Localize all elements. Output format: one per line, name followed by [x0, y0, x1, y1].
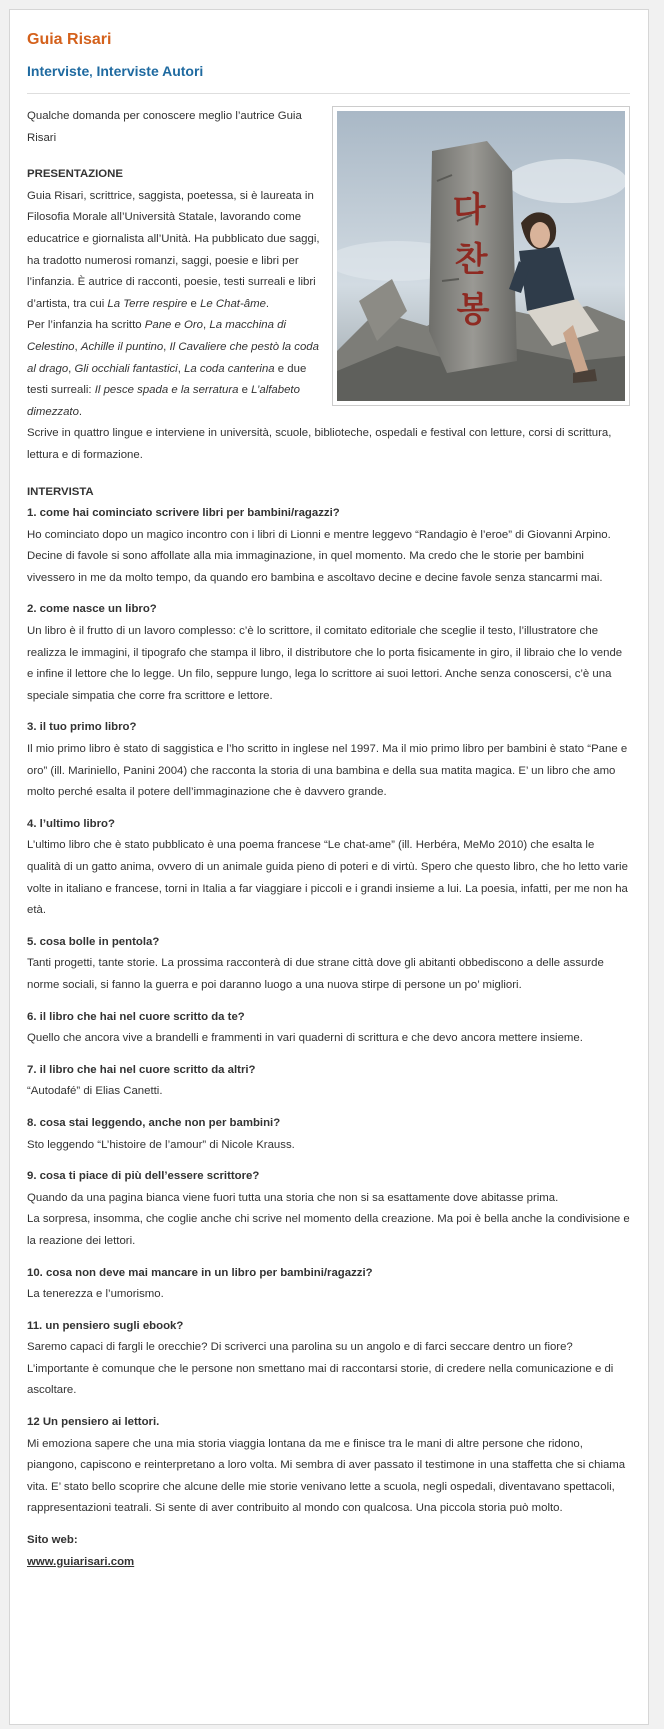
presentation-paragraph-3: Scrive in quattro lingue e interviene in università, scuole, biblioteche, ospedali e festival con letture, corsi di scrittura, lettura e di formazione. — [27, 427, 612, 461]
category-link-interviste[interactable]: Interviste — [27, 63, 90, 79]
qa-1 — [27, 503, 630, 589]
question-2: 2. come nasce un libro? — [27, 603, 157, 616]
presentation-heading: PRESENTAZIONE — [27, 168, 123, 181]
stone-letter-3: 봉 — [456, 290, 490, 330]
qa-7 — [27, 1060, 630, 1103]
post-title[interactable]: Guia Risari — [27, 31, 112, 48]
category-separator: , — [89, 65, 93, 79]
qa-3 — [27, 717, 630, 803]
question-10: 10. cosa non deve mai mancare in un libro per bambini/ragazzi? — [27, 1266, 373, 1279]
answer-8: Sto leggendo “L’histoire de l’amour” di Nicole Krauss. — [27, 1138, 295, 1151]
qa-9 — [27, 1166, 630, 1252]
qa-5 — [27, 932, 630, 997]
intro-text: Qualche domanda per conoscere meglio l’autrice Guia Risari — [27, 110, 302, 144]
answer-3: Il mio primo libro è stato di saggistica e l’ho scritto in inglese nel 1997. Ma il mio primo libro per bambini è stato “Pane e oro” (ill. Mariniello, Panini 2004) che racconta la storia di una bambina e della sua matita magica. E’ un libro che amo molto perché esalta il potere dell’immaginazione che è davvero grande. — [27, 743, 628, 799]
title-divider — [27, 93, 630, 94]
author-photo[interactable] — [332, 106, 630, 406]
interview-heading: INTERVISTA — [27, 485, 94, 498]
qa-12 — [27, 1412, 630, 1520]
answer-2: Un libro è il frutto di un lavoro complesso: c’è lo scrittore, il comitato editoriale che sceglie il testo, l’illustratore che realizza le immagini, il tipografo che stampa il libro, il distributore che lo porta fisicamente in giro, il libraio che lo vende e infine il lettore che lo legge. Un filo, seppure lungo, lega lo scrittore ai suoi lettori. Anche senza conoscersi, c’è una speciale simpatia che corre fra scrittore e lettore. — [27, 625, 623, 702]
qa-6 — [27, 1007, 630, 1050]
website-label: Sito web: — [27, 1534, 78, 1547]
answer-5: Tanti progetti, tante storie. La prossima racconterà di due strane città dove gli abitanti obbediscono a delle assurde norme sociali, si fanno la guerra e poi daranno luogo a una nuova stirpe di persone un po’ migliori. — [27, 957, 604, 991]
website-link[interactable]: www.guiarisari.com — [27, 1555, 135, 1568]
question-8: 8. cosa stai leggendo, anche non per bambini? — [27, 1116, 281, 1129]
question-9: 9. cosa ti piace di più dell’essere scrittore? — [27, 1170, 260, 1183]
question-11: 11. un pensiero sugli ebook? — [27, 1319, 184, 1332]
question-4: 4. l’ultimo libro? — [27, 817, 115, 830]
question-3: 3. il tuo primo libro? — [27, 721, 137, 734]
answer-10: La tenerezza e l’umorismo. — [27, 1288, 164, 1301]
qa-11 — [27, 1316, 630, 1402]
stone-letter-2: 찬 — [454, 240, 488, 280]
qa-4 — [27, 814, 630, 922]
answer-7: “Autodafé” di Elias Canetti. — [27, 1085, 163, 1098]
question-5: 5. cosa bolle in pentola? — [27, 935, 160, 948]
presentation-paragraph-2: Per l’infanzia ha scritto Pane e Oro, La macchina di Celestino, Achille il puntino, Il Cavaliere che pestò la coda al drago, Gli occhiali fantastici, La coda canterina e due testi surreali: Il pesce spada e la serratura e L’alfabeto dimezzato. — [27, 319, 319, 418]
portrait-photo-icon — [337, 111, 625, 401]
category-link-interviste-autori[interactable]: Interviste Autori — [96, 63, 204, 79]
presentation-paragraph-1: Guia Risari, scrittrice, saggista, poetessa, si è laureata in Filosofia Morale all’Università Statale, lavorando come educatrice e giornalista all’Unità. Ha pubblicato due saggi, ha tradotto numerosi romanzi, saggi, poesie e libri per l’infanzia. È autrice di racconti, poesie, testi surreali e libri d’artista, tra cui La Terre respire e Le Chat-âme. — [27, 189, 320, 310]
post-content — [27, 106, 630, 1573]
answer-12: Mi emoziona sapere che una mia storia viaggia lontana da me e finisce tra le mani di altre persone che ridono, piangono, capiscono e reinterpretano a loro volta. Mi sembra di aver passato il testimone in una staffetta che si chiama vita. E’ stato bello scoprire che alcune delle mie storie venivano lette a scuola, negli ospedali, diventavano spettacoli, rappresentazioni teatrali. Si sente di aver contribuito al mondo con qualcosa. Una piccola storia può molto. — [27, 1437, 626, 1515]
answer-11: Saremo capaci di fargli le orecchie? Di scriverci una parolina su un angolo e di farci seccare dentro un fiore? L’importante è comunque che le persone non smettano mai di raccontarsi storie, di credere nella comunicazione e di ascoltare. — [27, 1341, 614, 1397]
question-12: 12 Un pensiero ai lettori. — [27, 1416, 160, 1429]
qa-2 — [27, 599, 630, 707]
post-categories — [27, 62, 630, 81]
answer-1: Ho cominciato dopo un magico incontro con i libri di Lionni e mentre leggevo “Randagio è l’eroe” di Giovanni Arpino. Decine di favole si sono affollate alla mia immaginazione, in quel momento. Ma credo che le storie per bambini vivessero in me da molto tempo, da quando ero bambina e ascoltavo decine e decine favole senza stancarmi mai. — [27, 528, 611, 584]
qa-8 — [27, 1113, 630, 1156]
answer-4: L’ultimo libro che è stato pubblicato è una poema francese “Le chat-ame” (ill. Herbéra, MeMo 2010) che esalta le qualità di un gatto anima, ovvero di un animale guida pieno di poteri e di virtù. Spero che questo libro, che ho letto varie volte in italiano e francese, torni in Italia a far viaggiare i piccoli e i grandi insieme a lui. La poesia, infatti, per me non ha età. — [27, 839, 628, 917]
question-7: 7. il libro che hai nel cuore scritto da altri? — [27, 1063, 256, 1076]
question-6: 6. il libro che hai nel cuore scritto da te? — [27, 1010, 245, 1023]
qa-10 — [27, 1263, 630, 1306]
question-1: 1. come hai cominciato scrivere libri per bambini/ragazzi? — [27, 507, 340, 520]
answer-6: Quello che ancora vive a brandelli e frammenti in vari quaderni di scrittura e che devo ancora mettere insieme. — [27, 1032, 583, 1045]
answer-9-line-1: Quando da una pagina bianca viene fuori tutta una storia che non si sa esattamente dove abitasse prima. — [27, 1191, 559, 1204]
post-card — [9, 9, 649, 1725]
answer-9-line-2: La sorpresa, insomma, che coglie anche chi scrive nel momento della creazione. Ma poi è bella anche la condivisione e la reazione dei lettori. — [27, 1213, 630, 1247]
stone-letter-1: 다 — [452, 190, 486, 230]
